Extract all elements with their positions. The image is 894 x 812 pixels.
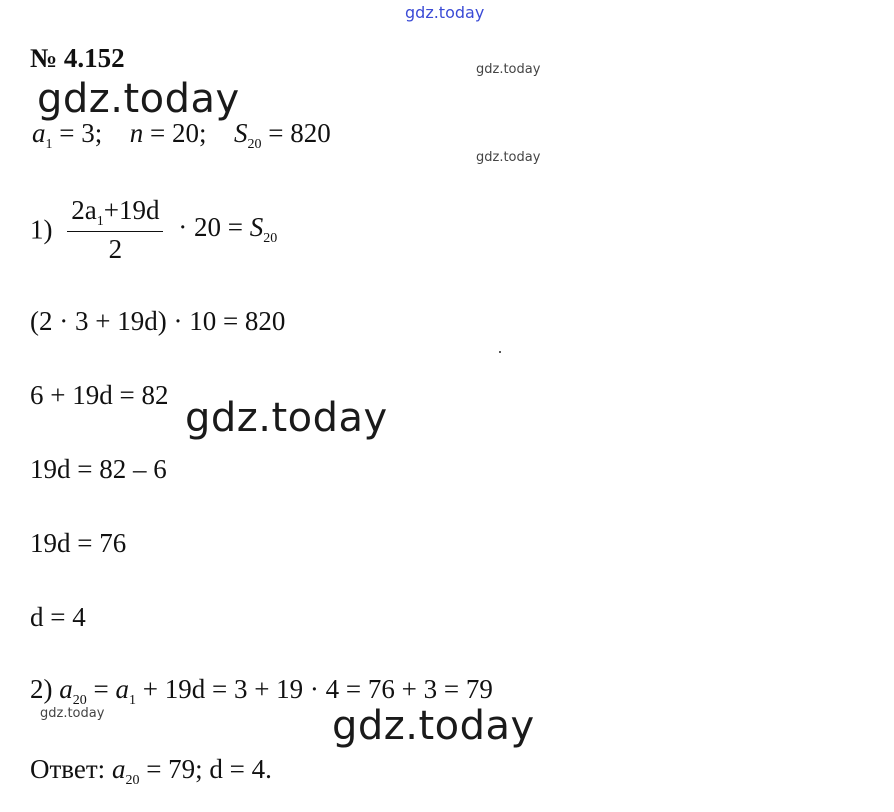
given-line [32,120,331,152]
step2-line [30,676,493,708]
step2-rest: + 19d = 3 + 19 · 4 = 76 + 3 = 79 [142,674,493,704]
solution-line: 6 + 19d = 82 [30,380,169,410]
given-s: S [233,118,248,148]
step2-b: a [115,674,129,704]
step2-a-sub: 20 [72,693,87,708]
watermark-top: gdz.today [405,3,485,22]
given-s-value: = 820 [268,118,331,148]
watermark-big: gdz.today [185,395,388,441]
given-a-sub: 1 [45,137,53,152]
given-s-sub: 20 [247,137,262,152]
step2-label: 2) [30,674,53,704]
step2-b-sub: 1 [128,693,136,708]
watermark-big: gdz.today [37,76,240,122]
solution-line: 19d = 82 – 6 [30,454,167,484]
watermark-small: gdz.today [476,62,541,77]
answer-line [30,756,272,788]
numerator-sub: 1 [96,214,104,229]
fraction-numerator [67,197,163,232]
watermark-small: gdz.today [40,706,105,721]
given-n: n [129,118,144,148]
numerator-rest: +19d [103,195,160,225]
watermark-small: gdz.today [476,150,541,165]
rhs-s: S [249,212,264,242]
sum-fraction [67,197,163,263]
answer-label: Ответ: [30,754,106,784]
step1-label: 1) [30,214,53,245]
answer-a-sub: 20 [125,773,140,788]
rhs-text: · 20 = [178,212,243,242]
numerator-part: 2a [71,195,97,225]
solution-line: d = 4 [30,602,86,632]
step1-formula [30,197,277,263]
answer-a: a [111,754,126,784]
solution-line: (2 · 3 + 19d) · 10 = 820 [30,306,286,336]
answer-a-value: = 79; [146,754,203,784]
given-a-value: = 3; [59,118,103,148]
given-n-value: = 20; [149,118,207,148]
problem-number: № 4.152 [30,43,125,73]
given-a: a [32,118,46,148]
step1-rhs [178,212,278,246]
fraction-denominator: 2 [108,234,123,264]
solution-line: 19d = 76 [30,528,127,558]
stray-dot [499,351,501,353]
watermark-big: gdz.today [332,703,535,749]
answer-d: d = 4. [209,754,272,784]
rhs-s-sub: 20 [263,231,278,246]
step2-eq: = [93,674,109,704]
step2-a: a [59,674,73,704]
